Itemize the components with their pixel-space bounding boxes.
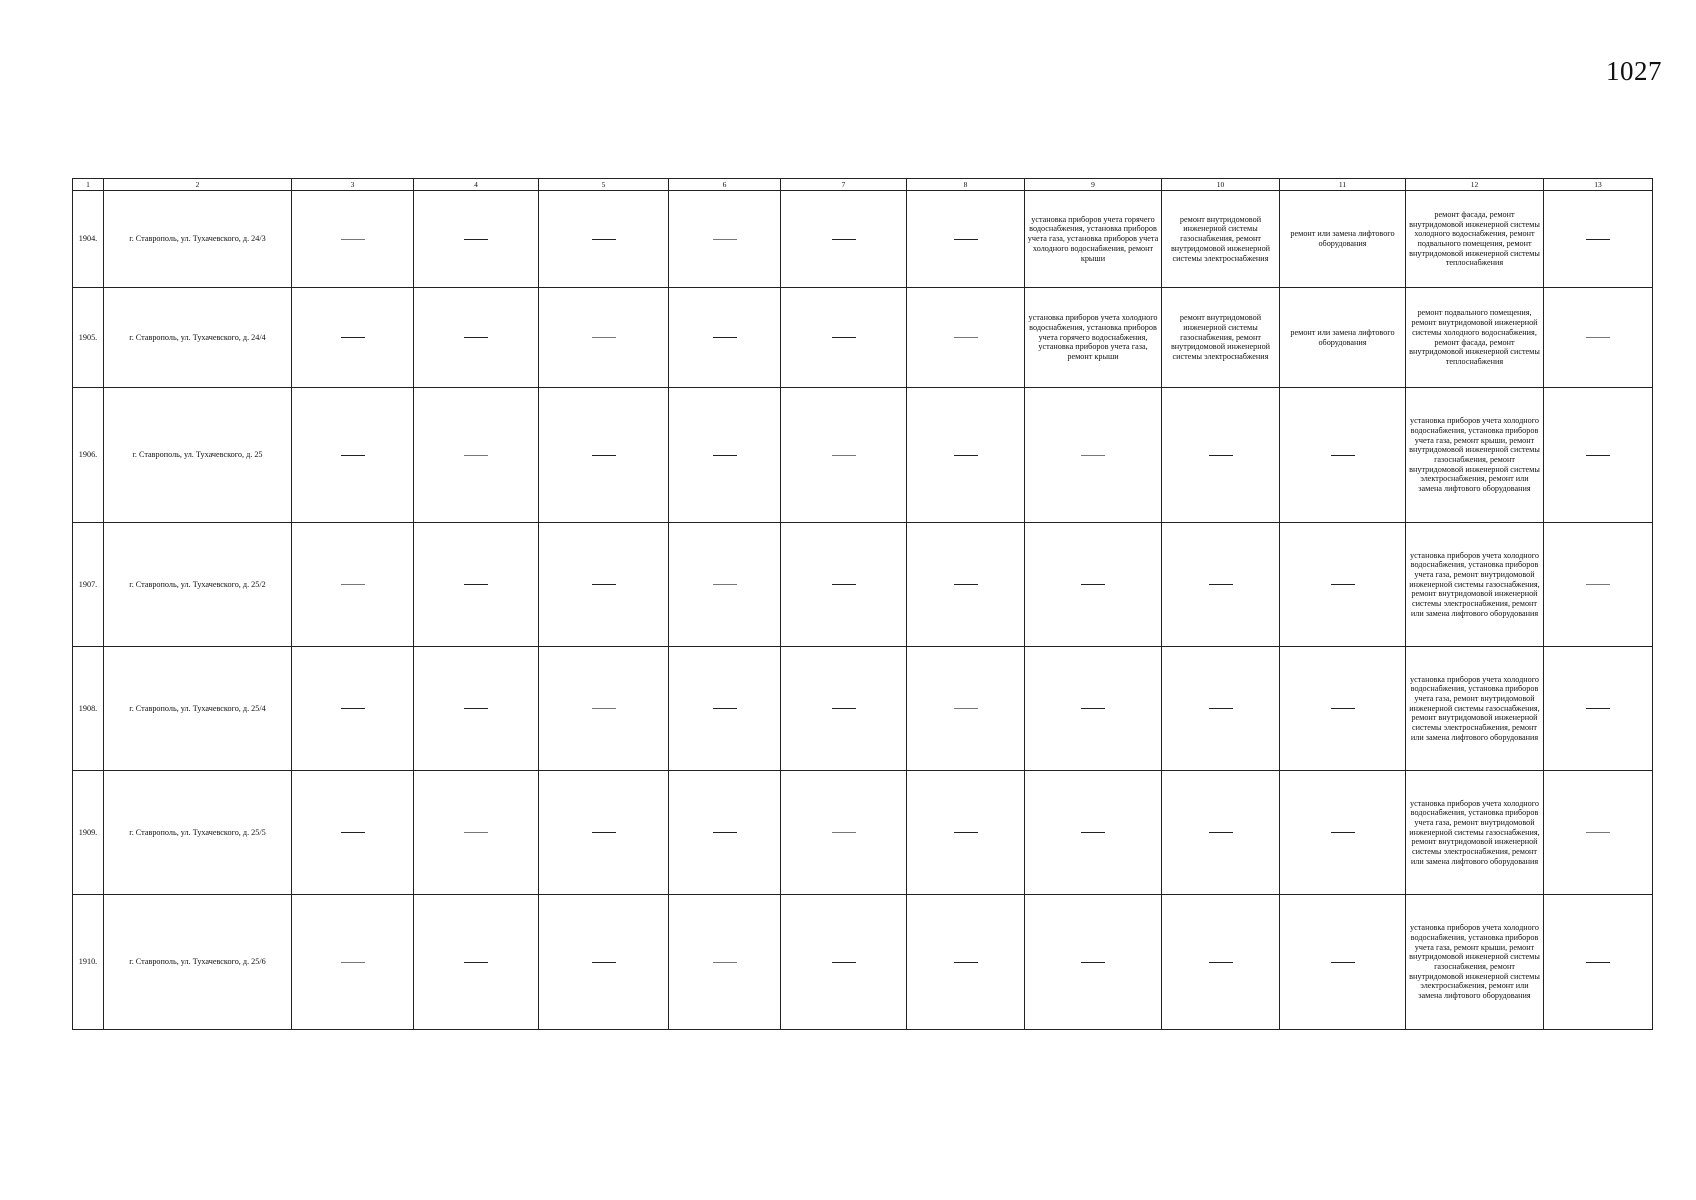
empty-cell <box>669 895 781 1030</box>
dash-mark <box>1586 962 1610 963</box>
empty-cell <box>907 771 1025 895</box>
dash-mark <box>341 337 365 338</box>
row-number: 1907. <box>73 523 104 647</box>
dash-mark <box>1081 708 1105 709</box>
empty-cell <box>1544 191 1653 288</box>
dash-mark <box>1081 584 1105 585</box>
empty-cell <box>292 647 414 771</box>
row-address: г. Ставрополь, ул. Тухачевского, д. 25/4 <box>104 647 292 771</box>
work-type-c12: установка приборов учета холодного водоснабжения, установка приборов учета газа, ремонт внутридомовой инженерной системы газоснабжения, ремонт внутридомовой инженерной системы электроснабжения, ремонт или замена лифтового оборудования <box>1406 647 1544 771</box>
dash-mark <box>1586 584 1610 585</box>
empty-cell <box>1025 895 1162 1030</box>
empty-cell <box>414 288 539 388</box>
dash-mark <box>1209 584 1233 585</box>
empty-cell <box>539 288 669 388</box>
row-address: г. Ставрополь, ул. Тухачевского, д. 25/2 <box>104 523 292 647</box>
work-type-c12: установка приборов учета холодного водоснабжения, установка приборов учета газа, ремонт крыши, ремонт внутридомовой инженерной системы газоснабжения, ремонт внутридомовой инженерной системы электроснабжения, ремонт или замена лифтового оборудования <box>1406 388 1544 523</box>
empty-cell <box>1544 771 1653 895</box>
empty-cell <box>781 771 907 895</box>
row-number: 1906. <box>73 388 104 523</box>
empty-cell <box>1280 388 1406 523</box>
empty-cell <box>292 388 414 523</box>
work-type-c9: установка приборов учета горячего водоснабжения, установка приборов учета газа, установка приборов учета холодного водоснабжения, ремонт крыши <box>1025 191 1162 288</box>
empty-cell <box>414 771 539 895</box>
column-header: 6 <box>669 179 781 191</box>
empty-cell <box>1025 771 1162 895</box>
empty-cell <box>414 388 539 523</box>
dash-mark <box>1209 708 1233 709</box>
row-address: г. Ставрополь, ул. Тухачевского, д. 24/3 <box>104 191 292 288</box>
row-address: г. Ставрополь, ул. Тухачевского, д. 24/4 <box>104 288 292 388</box>
dash-mark <box>592 239 616 240</box>
empty-cell <box>1544 647 1653 771</box>
empty-cell <box>1544 895 1653 1030</box>
work-type-c12: установка приборов учета холодного водоснабжения, установка приборов учета газа, ремонт внутридомовой инженерной системы газоснабжения, ремонт внутридомовой инженерной системы электроснабжения, ремонт или замена лифтового оборудования <box>1406 523 1544 647</box>
table-row <box>73 771 1653 895</box>
empty-cell <box>414 895 539 1030</box>
empty-cell <box>907 191 1025 288</box>
work-type-c10: ремонт внутридомовой инженерной системы газоснабжения, ремонт внутридомовой инженерной системы электроснабжения <box>1162 288 1280 388</box>
empty-cell <box>414 191 539 288</box>
empty-cell <box>1025 388 1162 523</box>
empty-cell <box>781 647 907 771</box>
empty-cell <box>292 191 414 288</box>
column-header: 10 <box>1162 179 1280 191</box>
row-number: 1905. <box>73 288 104 388</box>
empty-cell <box>1544 288 1653 388</box>
dash-mark <box>1081 455 1105 456</box>
row-address: г. Ставрополь, ул. Тухачевского, д. 25/5 <box>104 771 292 895</box>
empty-cell <box>539 647 669 771</box>
empty-cell <box>669 191 781 288</box>
dash-mark <box>954 337 978 338</box>
dash-mark <box>464 832 488 833</box>
dash-mark <box>341 832 365 833</box>
empty-cell <box>907 895 1025 1030</box>
dash-mark <box>341 239 365 240</box>
empty-cell <box>669 771 781 895</box>
dash-mark <box>1331 708 1355 709</box>
empty-cell <box>292 895 414 1030</box>
empty-cell <box>292 288 414 388</box>
dash-mark <box>1586 832 1610 833</box>
column-header: 11 <box>1280 179 1406 191</box>
register-table <box>72 178 1653 1030</box>
table-row <box>73 191 1653 288</box>
table-row <box>73 288 1653 388</box>
dash-mark <box>713 455 737 456</box>
row-number: 1910. <box>73 895 104 1030</box>
empty-cell <box>414 647 539 771</box>
empty-cell <box>907 388 1025 523</box>
dash-mark <box>832 455 856 456</box>
column-header: 1 <box>73 179 104 191</box>
empty-cell <box>781 191 907 288</box>
empty-cell <box>292 523 414 647</box>
dash-mark <box>1081 962 1105 963</box>
dash-mark <box>464 337 488 338</box>
dash-mark <box>1586 708 1610 709</box>
empty-cell <box>1025 523 1162 647</box>
dash-mark <box>592 708 616 709</box>
row-number: 1908. <box>73 647 104 771</box>
empty-cell <box>781 895 907 1030</box>
dash-mark <box>592 962 616 963</box>
row-number: 1904. <box>73 191 104 288</box>
dash-mark <box>713 584 737 585</box>
row-address: г. Ставрополь, ул. Тухачевского, д. 25/6 <box>104 895 292 1030</box>
work-type-c12: ремонт фасада, ремонт внутридомовой инженерной системы холодного водоснабжения, ремонт подвального помещения, ремонт внутридомовой инженерной системы теплоснабжения <box>1406 191 1544 288</box>
empty-cell <box>1280 647 1406 771</box>
work-type-c9: установка приборов учета холодного водоснабжения, установка приборов учета горячего водоснабжения, установка приборов учета газа, ремонт крыши <box>1025 288 1162 388</box>
dash-mark <box>464 962 488 963</box>
table-row <box>73 647 1653 771</box>
empty-cell <box>1162 771 1280 895</box>
dash-mark <box>1331 962 1355 963</box>
dash-mark <box>713 708 737 709</box>
empty-cell <box>907 647 1025 771</box>
dash-mark <box>1586 239 1610 240</box>
dash-mark <box>832 708 856 709</box>
empty-cell <box>1280 895 1406 1030</box>
column-header: 3 <box>292 179 414 191</box>
column-header: 8 <box>907 179 1025 191</box>
column-header: 5 <box>539 179 669 191</box>
work-type-c11: ремонт или замена лифтового оборудования <box>1280 191 1406 288</box>
column-header: 4 <box>414 179 539 191</box>
dash-mark <box>1586 455 1610 456</box>
empty-cell <box>907 288 1025 388</box>
column-header: 2 <box>104 179 292 191</box>
dash-mark <box>832 239 856 240</box>
table-row <box>73 388 1653 523</box>
empty-cell <box>1280 523 1406 647</box>
empty-cell <box>669 388 781 523</box>
empty-cell <box>1162 895 1280 1030</box>
empty-cell <box>1544 523 1653 647</box>
dash-mark <box>1209 832 1233 833</box>
work-type-c11: ремонт или замена лифтового оборудования <box>1280 288 1406 388</box>
empty-cell <box>781 523 907 647</box>
dash-mark <box>954 832 978 833</box>
dash-mark <box>1081 832 1105 833</box>
dash-mark <box>592 455 616 456</box>
dash-mark <box>341 962 365 963</box>
empty-cell <box>1162 388 1280 523</box>
column-header: 13 <box>1544 179 1653 191</box>
dash-mark <box>954 708 978 709</box>
dash-mark <box>341 455 365 456</box>
dash-mark <box>1331 584 1355 585</box>
empty-cell <box>292 771 414 895</box>
empty-cell <box>781 388 907 523</box>
empty-cell <box>414 523 539 647</box>
column-header: 9 <box>1025 179 1162 191</box>
empty-cell <box>1162 647 1280 771</box>
column-header: 12 <box>1406 179 1544 191</box>
dash-mark <box>592 337 616 338</box>
empty-cell <box>1280 771 1406 895</box>
dash-mark <box>713 962 737 963</box>
empty-cell <box>539 771 669 895</box>
column-header: 7 <box>781 179 907 191</box>
dash-mark <box>954 584 978 585</box>
work-type-c12: ремонт подвального помещения, ремонт внутридомовой инженерной системы холодного водоснабжения, ремонт фасада, ремонт внутридомовой инженерной системы теплоснабжения <box>1406 288 1544 388</box>
dash-mark <box>832 832 856 833</box>
empty-cell <box>1544 388 1653 523</box>
dash-mark <box>1586 337 1610 338</box>
dash-mark <box>954 962 978 963</box>
empty-cell <box>539 191 669 288</box>
dash-mark <box>713 337 737 338</box>
empty-cell <box>669 523 781 647</box>
empty-cell <box>1162 523 1280 647</box>
row-address: г. Ставрополь, ул. Тухачевского, д. 25 <box>104 388 292 523</box>
dash-mark <box>713 239 737 240</box>
empty-cell <box>907 523 1025 647</box>
dash-mark <box>592 832 616 833</box>
table-row <box>73 895 1653 1030</box>
page-number: 1027 <box>1606 56 1662 86</box>
table-row <box>73 523 1653 647</box>
dash-mark <box>464 584 488 585</box>
empty-cell <box>669 647 781 771</box>
empty-cell <box>781 288 907 388</box>
empty-cell <box>539 895 669 1030</box>
dash-mark <box>713 832 737 833</box>
dash-mark <box>832 584 856 585</box>
column-number-row <box>73 179 1653 191</box>
empty-cell <box>539 523 669 647</box>
dash-mark <box>1209 455 1233 456</box>
row-number: 1909. <box>73 771 104 895</box>
empty-cell <box>539 388 669 523</box>
dash-mark <box>1331 455 1355 456</box>
empty-cell <box>669 288 781 388</box>
dash-mark <box>1331 832 1355 833</box>
dash-mark <box>464 455 488 456</box>
dash-mark <box>592 584 616 585</box>
work-type-c10: ремонт внутридомовой инженерной системы газоснабжения, ремонт внутридомовой инженерной системы электроснабжения <box>1162 191 1280 288</box>
dash-mark <box>954 455 978 456</box>
dash-mark <box>464 239 488 240</box>
empty-cell <box>1025 647 1162 771</box>
dash-mark <box>832 337 856 338</box>
dash-mark <box>464 708 488 709</box>
dash-mark <box>1209 962 1233 963</box>
dash-mark <box>954 239 978 240</box>
dash-mark <box>341 584 365 585</box>
dash-mark <box>832 962 856 963</box>
dash-mark <box>341 708 365 709</box>
work-type-c12: установка приборов учета холодного водоснабжения, установка приборов учета газа, ремонт внутридомовой инженерной системы газоснабжения, ремонт внутридомовой инженерной системы электроснабжения, ремонт или замена лифтового оборудования <box>1406 771 1544 895</box>
work-type-c12: установка приборов учета холодного водоснабжения, установка приборов учета газа, ремонт крыши, ремонт внутридомовой инженерной системы газоснабжения, ремонт внутридомовой инженерной системы электроснабжения, ремонт или замена лифтового оборудования <box>1406 895 1544 1030</box>
